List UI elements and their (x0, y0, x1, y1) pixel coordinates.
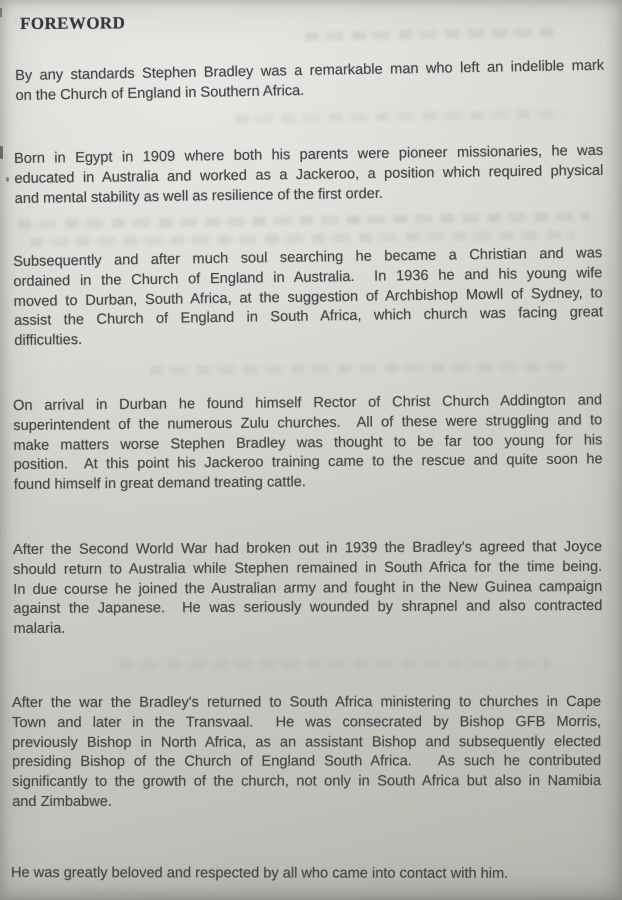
text-line: By any standards Stephen Bradley was a remarkable man who left an indelible mark (15, 57, 605, 84)
paragraph (14, 142, 604, 210)
page-title: FOREWORD (20, 13, 126, 33)
text-line: After the war the Bradley's returned to South Africa ministering to churches in Cape (12, 693, 602, 711)
text-line: presiding Bishop of the Church of England South Africa. As such he contributed (12, 753, 602, 771)
scan-speck (6, 177, 9, 182)
scan-speck (0, 146, 3, 159)
text-line: Town and later in the Transvaal. He was consecrated by Bishop GFB Morris, (12, 713, 602, 731)
text-line: found himself in great demand treating cattle. (13, 474, 306, 494)
text-line: should return to Australia while Stephen remained in South Africa for the time being. (13, 558, 603, 578)
paragraph (11, 864, 600, 885)
text-line: He was greatly beloved and respected by all who came into contact with him. (10, 865, 509, 882)
text-line: ordained in the Church of England in Australia. In 1936 he and his young wife (13, 265, 603, 290)
bleedthrough-band (305, 28, 555, 41)
text-line: and mental stability as well as resilience of the first order. (14, 185, 384, 207)
text-line: make matters worse Stephen Bradley was thought to be far too young for his (13, 431, 603, 454)
text-line: moved to Durban, South Africa, at the suggestion of Archbishop Mowll of Sydney, to (13, 284, 603, 310)
text-line: previously Bishop in North Africa, as an assistant Bishop and subsequently elected (12, 733, 602, 751)
text-line: After the Second World War had broken out in 1939 the Bradley's agreed that Joyce (13, 538, 603, 558)
text-line: position. At this point his Jackeroo training came to the rescue and quite soon he (13, 451, 603, 474)
paragraph (13, 391, 603, 496)
text-line: assist the Church of England in South Africa, which church was facing great (13, 304, 604, 330)
text-line: Subsequently and after much soul searching he became a Christian and was (13, 245, 603, 270)
bleedthrough-band (30, 230, 575, 247)
paragraph (15, 57, 605, 107)
paragraph (13, 538, 603, 640)
text-line: significantly to the growth of the church, not only in South Africa but also in Namibia (12, 773, 602, 791)
text-line: against the Japanese. He was seriously wounded by shrapnel and also contracted (13, 598, 603, 618)
text-line: educated in Australia and worked as a Jackeroo, a position which required physical (14, 162, 604, 187)
text-line: In due course he joined the Australian army and fought in the New Guinea campaign (13, 578, 603, 598)
paragraph (13, 244, 603, 352)
bleedthrough-band (235, 109, 565, 123)
paragraph (12, 693, 601, 813)
text-line: on the Church of England in Southern Africa. (15, 82, 305, 104)
bleedthrough-band (150, 362, 570, 375)
scan-speck (0, 8, 2, 17)
text-line: Born in Egypt in 1909 where both his parents were pioneer missionaries, he was (14, 142, 604, 167)
text-line: On arrival in Durban he found himself Rector of Christ Church Addington and (13, 392, 603, 414)
text-line: superintendent of the numerous Zulu churches. All of these were struggling and to (13, 412, 603, 434)
bleedthrough-band (18, 212, 590, 229)
text-line: and Zimbabwe. (12, 793, 112, 810)
text-line: malaria. (13, 620, 66, 638)
text-line: difficulties. (14, 332, 83, 350)
bleedthrough-band (120, 659, 550, 670)
